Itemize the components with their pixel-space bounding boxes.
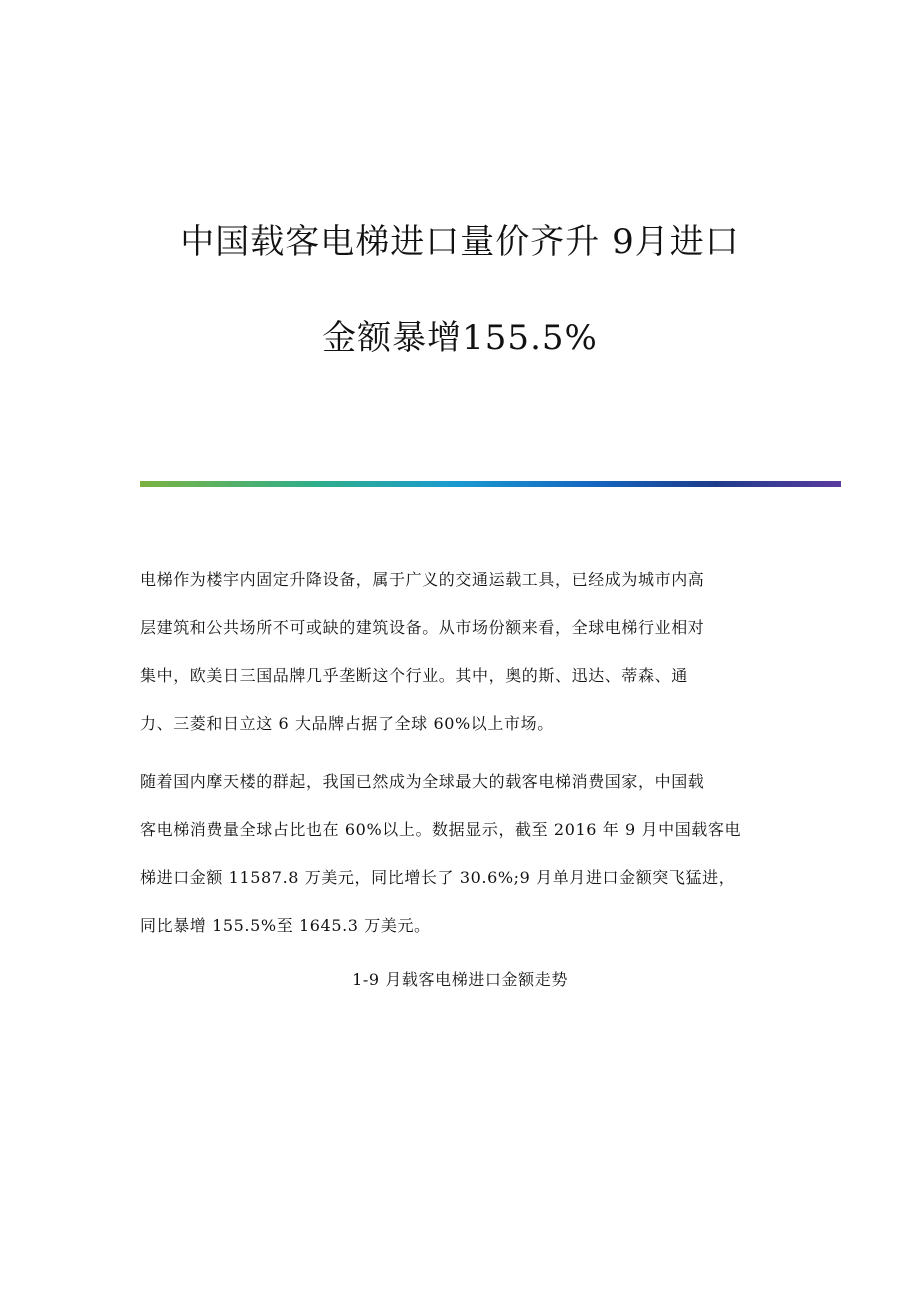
paragraph-line: 层建筑和公共场所不可或缺的建筑设备。从市场份额来看，全球电梯行业相对 <box>140 618 705 637</box>
chart-caption: 1-9 月载客电梯进口金额走势 <box>352 970 568 989</box>
paragraph-line: 电梯作为楼宇内固定升降设备，属于广义的交通运载工具，已经成为城市内高 <box>140 570 705 589</box>
paragraph-line: 集中，欧美日三国品牌几乎垄断这个行业。其中，奥的斯、迅达、蒂森、通 <box>140 666 688 685</box>
gradient-divider <box>140 481 841 487</box>
paragraph-intro <box>140 556 780 748</box>
page-title-line-2: 金额暴增155.5% <box>322 318 598 358</box>
paragraph-line: 随着国内摩天楼的群起，我国已然成为全球最大的载客电梯消费国家，中国载 <box>140 772 705 791</box>
page-title-line-1: 中国载客电梯进口量价齐升 9月进口 <box>180 222 740 262</box>
paragraph-line: 梯进口金额 11587.8 万美元，同比增长了 30.6%;9 月单月进口金额突飞猛进， <box>140 868 736 887</box>
paragraph-import-data <box>140 758 780 950</box>
paragraph-line: 同比暴增 155.5%至 1645.3 万美元。 <box>140 916 431 935</box>
paragraph-line: 力、三菱和日立这 6 大品牌占据了全球 60%以上市场。 <box>140 714 554 733</box>
paragraph-line: 客电梯消费量全球占比也在 60%以上。数据显示，截至 2016 年 9 月中国载客电 <box>140 820 742 839</box>
